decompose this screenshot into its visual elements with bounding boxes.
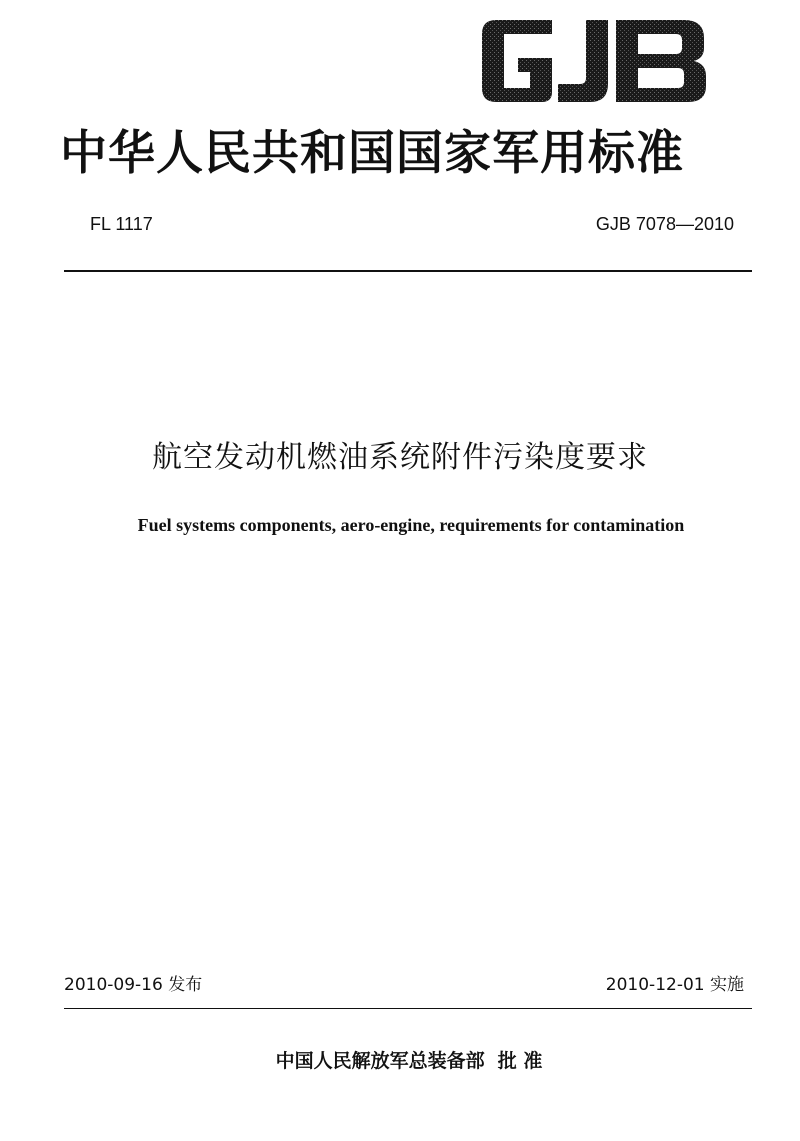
top-divider: [64, 270, 752, 272]
gjb-logo: [478, 16, 710, 106]
bottom-divider: [64, 1008, 752, 1009]
english-title: Fuel systems components, aero-engine, requirements for contamination: [137, 515, 685, 535]
classification-code: FL 1117: [90, 214, 153, 234]
issue-date: 2010-09-16 发布: [64, 975, 203, 995]
chinese-title: 航空发动机燃油系统附件污染度要求: [152, 440, 648, 475]
standard-type-heading: 中华人民共和国国家军用标准: [60, 126, 684, 181]
approval-line: 中国人民解放军总装备部 批 准: [275, 1050, 543, 1072]
standard-number: GJB 7078—2010: [595, 214, 734, 234]
effective-date: 2010-12-01 实施: [605, 975, 744, 995]
